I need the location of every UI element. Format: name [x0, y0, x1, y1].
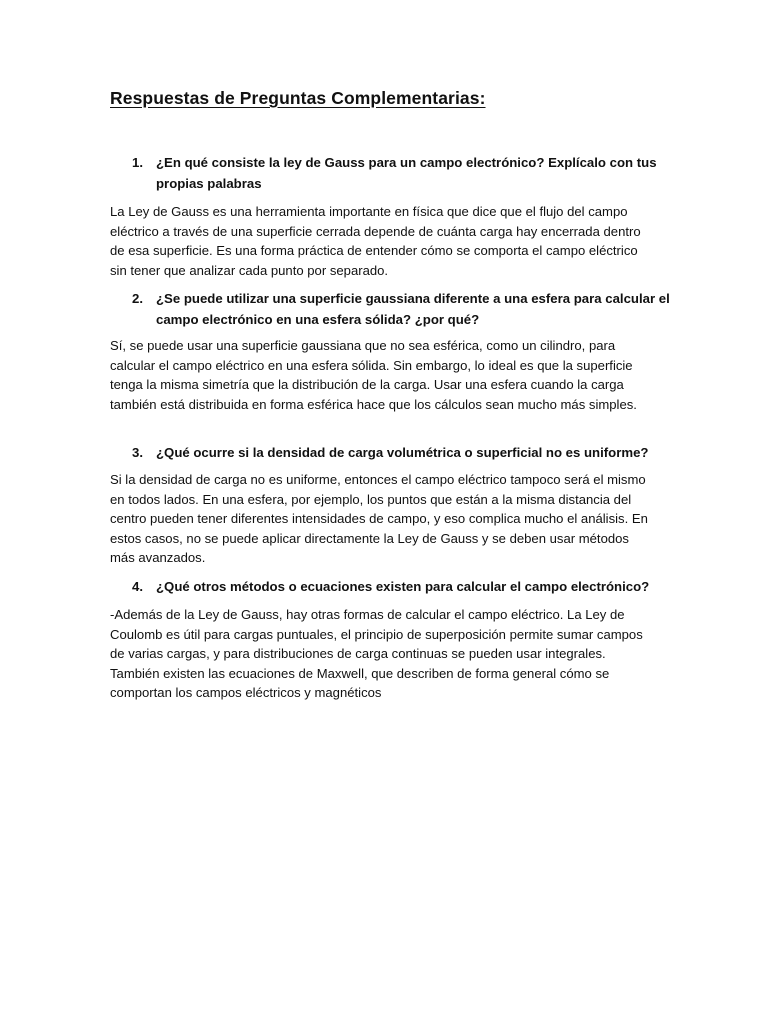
- question-text: ¿Qué otros métodos o ecuaciones existen para calcular el campo electrónico?: [156, 579, 650, 594]
- question-4: [132, 576, 672, 597]
- question-2: [132, 288, 672, 330]
- answer-4: -Además de la Ley de Gauss, hay otras formas de calcular el campo eléctrico. La Ley de Coulomb es útil para cargas puntuales, el principio de superposición permite sumar campos de varias cargas, y para distribuciones de carga continuas se pueden usar integrales. También existen las ecuaciones de Maxwell, que describen de forma general cómo se comportan los campos eléctricos y magnéticos: [110, 607, 643, 701]
- page-title: Respuestas de Preguntas Complementarias:: [110, 88, 486, 108]
- question-number: 3.: [132, 445, 143, 460]
- question-number: 2.: [132, 291, 143, 306]
- question-number: 1.: [132, 155, 143, 170]
- question-3: [132, 442, 672, 463]
- question-text: ¿Se puede utilizar una superficie gaussiana diferente a una esfera para calcular el campo electrónico en una esfera sólida? ¿por qué?: [156, 291, 670, 327]
- question-text: ¿En qué consiste la ley de Gauss para un campo electrónico? Explícalo con tus propias palabras: [156, 155, 657, 191]
- answer-1: La Ley de Gauss es una herramienta importante en física que dice que el flujo del campo eléctrico a través de una superficie cerrada depende de cuánta carga hay encerrada dentro de esa superficie. Es una forma práctica de entender cómo se comporta el campo eléctrico sin tener que analizar cada punto por separado.: [110, 204, 641, 278]
- question-1: [132, 152, 672, 194]
- answer-2: Sí, se puede usar una superficie gaussiana que no sea esférica, como un cilindro, para calcular el campo eléctrico en una esfera sólida. Sin embargo, lo ideal es que la superficie tenga la misma simetría que la distribución de la carga. Usar una esfera cuando la carga también está distribuida en forma esférica hace que los cálculos sean mucho más simples.: [110, 338, 637, 412]
- question-number: 4.: [132, 579, 143, 594]
- answer-3: Si la densidad de carga no es uniforme, entonces el campo eléctrico tampoco será el mismo en todos lados. En una esfera, por ejemplo, los puntos que están a la misma distancia del centro pueden tener diferentes intensidades de campo, y eso complica mucho el análisis. En estos casos, no se puede aplicar directamente la Ley de Gauss y se deben usar métodos más avanzados.: [110, 472, 648, 566]
- question-text: ¿Qué ocurre si la densidad de carga volumétrica o superficial no es uniforme?: [156, 445, 649, 460]
